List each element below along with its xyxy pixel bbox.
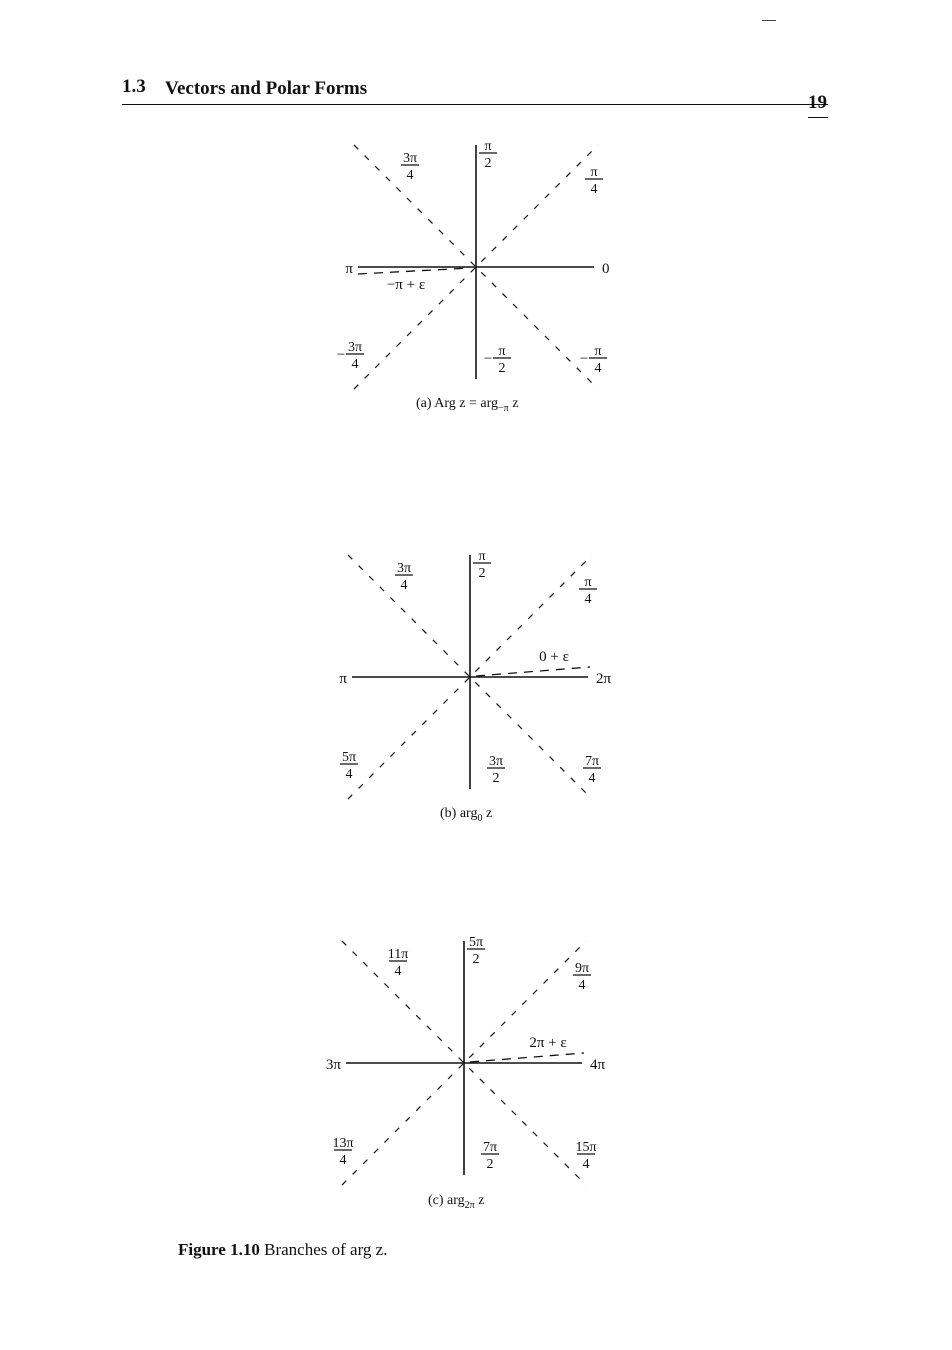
diagram-c-caption xyxy=(428,1193,484,1211)
diagram-b-cut-label: 0 + ε xyxy=(539,649,569,665)
diagram-a-label-sw-sign: − xyxy=(336,347,346,363)
diagram-a-caption xyxy=(416,396,518,414)
diagram-b-label-se-denominator: 4 xyxy=(588,771,596,786)
diagram-c-caption-suffix: z xyxy=(474,1193,485,1208)
diagram-a-label-se-numerator: π xyxy=(594,344,602,359)
diagram-b-caption-suffix: z xyxy=(482,806,493,821)
diagram-a-label-south-numerator: π xyxy=(498,344,506,359)
diagram-b-cut-ray xyxy=(476,667,590,676)
diagram-a-label-nw-numerator: 3π xyxy=(402,151,418,166)
diagram-b-caption-prefix: (b) arg xyxy=(440,806,478,821)
diagram-c-label-north-numerator: 5π xyxy=(468,935,484,950)
diagram-b-label-sw-denominator: 4 xyxy=(345,767,353,782)
diagram-arg-principal xyxy=(0,130,952,550)
diagram-a-label-ne-numerator: π xyxy=(590,165,598,180)
diagram-a-label-se-sign: − xyxy=(579,351,589,367)
diagram-b-label-east: 2π xyxy=(596,671,612,687)
diagram-b-label-west: π xyxy=(339,671,347,687)
diagram-a-cut-ray xyxy=(358,268,470,274)
diagram-a-label-north-denominator: 2 xyxy=(484,156,492,171)
diagram-a-label-east: 0 xyxy=(602,261,610,277)
diagram-c-caption-prefix: (c) arg xyxy=(428,1193,465,1208)
diagram-a-label-west: π xyxy=(345,261,353,277)
diagram-a-caption-prefix: (a) Arg z = arg xyxy=(416,396,499,411)
diagram-a-label-south-denominator: 2 xyxy=(498,361,506,376)
diagram-b-label-north-numerator: π xyxy=(478,549,486,564)
diagram-arg-0 xyxy=(0,540,952,960)
figure-number: Figure 1.10 xyxy=(178,1240,260,1259)
diagram-c-label-south-numerator: 7π xyxy=(482,1140,498,1155)
diagram-a-caption-suffix: z xyxy=(508,396,519,411)
diagram-b-label-south-denominator: 2 xyxy=(492,771,500,786)
diagram-c-label-ne-denominator: 4 xyxy=(578,978,586,993)
page-number: 19 xyxy=(808,92,827,113)
diagram-a-label-south-sign: − xyxy=(483,351,493,367)
diagram-c-label-south-denominator: 2 xyxy=(486,1157,494,1172)
diagram-c-label-se-denominator: 4 xyxy=(582,1157,590,1172)
section-title: Vectors and Polar Forms xyxy=(165,78,368,99)
section-number: 1.3 xyxy=(122,76,146,97)
diagram-b-label-sw-numerator: 5π xyxy=(341,750,357,765)
figure-caption xyxy=(178,1240,387,1260)
header-rule xyxy=(122,104,828,105)
diagram-c-caption-sub: 2π xyxy=(464,1199,475,1211)
diagram-b-caption-sub: 0 xyxy=(477,812,483,824)
diagram-arg-2pi xyxy=(0,930,952,1350)
diagram-c-label-west: 3π xyxy=(325,1057,341,1073)
diagram-b-label-south-numerator: 3π xyxy=(488,754,504,769)
diagram-b-label-ne-denominator: 4 xyxy=(584,592,592,607)
diagram-a-caption-sub: −π xyxy=(498,402,509,414)
corner-mark xyxy=(762,20,776,21)
diagram-c-label-north-denominator: 2 xyxy=(472,952,480,967)
diagram-b-label-north-denominator: 2 xyxy=(478,566,486,581)
diagram-b-label-nw-denominator: 4 xyxy=(400,578,408,593)
diagram-c-cut-ray xyxy=(470,1053,584,1062)
diagram-c-label-nw-numerator: 11π xyxy=(387,947,409,962)
diagram-a-label-sw-numerator: 3π xyxy=(347,340,363,355)
diagram-a-label-nw-denominator: 4 xyxy=(406,168,414,183)
diagram-a-label-sw-denominator: 4 xyxy=(351,357,359,372)
diagram-a-label-se-denominator: 4 xyxy=(594,361,602,376)
diagram-c-label-ne-numerator: 9π xyxy=(574,961,590,976)
diagram-b-label-ne-numerator: π xyxy=(584,575,592,590)
diagram-a-label-ne-denominator: 4 xyxy=(590,182,598,197)
diagram-b-caption xyxy=(440,806,492,824)
diagram-c-label-sw-denominator: 4 xyxy=(339,1153,347,1168)
figure-caption-text: Branches of arg z. xyxy=(264,1240,388,1259)
diagram-c-label-east: 4π xyxy=(590,1057,606,1073)
page-number-rule xyxy=(808,117,828,118)
diagram-b-label-se-numerator: 7π xyxy=(584,754,600,769)
diagram-c-label-sw-numerator: 13π xyxy=(332,1136,354,1151)
diagram-c-label-nw-denominator: 4 xyxy=(394,964,402,979)
diagram-c-label-se-numerator: 15π xyxy=(575,1140,597,1155)
diagram-b-label-nw-numerator: 3π xyxy=(396,561,412,576)
diagram-a-cut-label: −π + ε xyxy=(386,277,426,293)
diagram-a-label-north-numerator: π xyxy=(484,139,492,154)
diagram-c-cut-label: 2π + ε xyxy=(529,1035,567,1051)
